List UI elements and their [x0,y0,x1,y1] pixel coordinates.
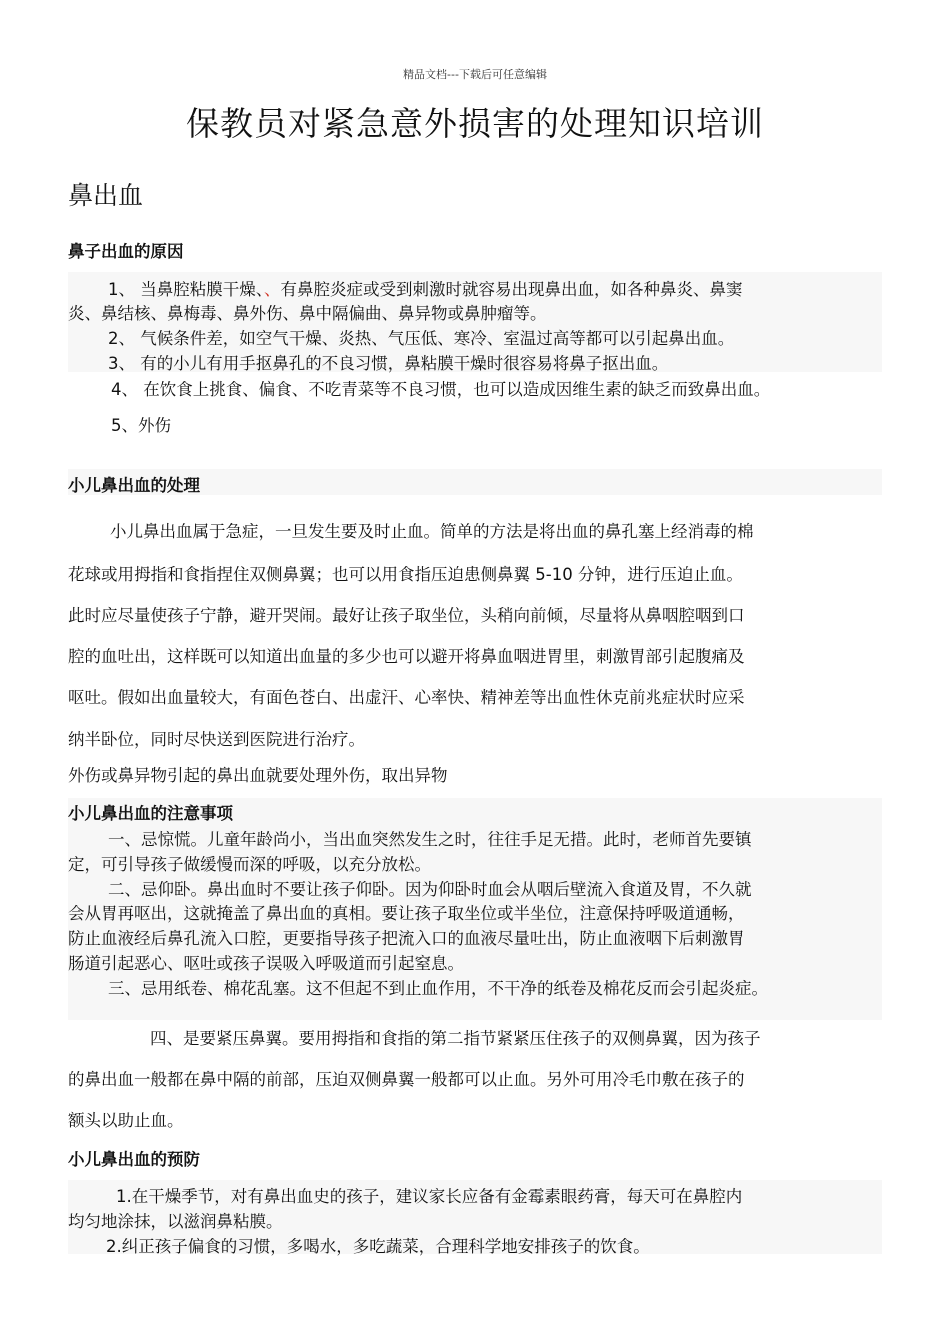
cautions-line-3: 二、忌仰卧。鼻出血时不要让孩子仰卧。因为仰卧时血会从咽后壁流入食道及胃，不久就 [108,880,752,899]
causes-item-5: 5、外伤 [111,416,171,435]
cautions-line-6: 肠道引起恶心、呕吐或孩子误吸入呼吸道而引起窒息。 [68,954,464,973]
treatment-line-7: 外伤或鼻异物引起的鼻出血就要处理外伤，取出异物 [68,766,448,785]
causes-item-1-mark: 、 [264,280,281,299]
section-title: 鼻出血 [68,181,144,210]
treatment-line-5: 呕吐。假如出血量较大，有面色苍白、出虚汗、心率快、精神差等出血性休克前兆症状时应采 [68,688,745,707]
prevention-line-1: 1.在干燥季节，对有鼻出血史的孩子，建议家长应备有金霉素眼药膏，每天可在鼻腔内 [116,1187,743,1206]
causes-item-1-lead: 1、 当鼻腔粘膜干燥、 [108,280,264,299]
treatment-line-2: 花球或用拇指和食指捏住双侧鼻翼；也可以用食指压迫患侧鼻翼 5-10 分钟，进行压迫止血。 [68,565,743,584]
treatment-line-1: 小儿鼻出血属于急症，一旦发生要及时止血。简单的方法是将出血的鼻孔塞上经消毒的棉 [110,522,754,541]
causes-item-1-rest: 有鼻腔炎症或受到刺激时就容易出现鼻出血，如各种鼻炎、鼻窦 [280,280,743,299]
causes-item-1-cont: 炎、鼻结核、鼻梅毒、鼻外伤、鼻中隔偏曲、鼻异物或鼻肿瘤等。 [68,304,547,323]
causes-item-3: 3、 有的小儿有用手抠鼻孔的不良习惯，鼻粘膜干燥时很容易将鼻子抠出血。 [108,354,669,373]
cautions-line-8: 四、是要紧压鼻翼。要用拇指和食指的第二指节紧紧压住孩子的双侧鼻翼，因为孩子 [150,1029,761,1048]
cautions-line-5: 防止血液经后鼻孔流入口腔，更要指导孩子把流入口的血液尽量吐出，防止血液咽下后刺激胃 [68,929,745,948]
page-title: 保教员对紧急意外损害的处理知识培训 [186,104,764,143]
cautions-heading: 小儿鼻出血的注意事项 [68,804,233,823]
causes-item-1 [108,276,743,300]
treatment-line-4: 腔的血吐出，这样既可以知道出血量的多少也可以避开将鼻血咽进胃里，刺激胃部引起腹痛及 [68,647,745,666]
causes-heading: 鼻子出血的原因 [68,242,184,261]
cautions-line-7: 三、忌用纸卷、棉花乱塞。这不但起不到止血作用，不干净的纸卷及棉花反而会引起炎症。 [108,979,768,998]
cautions-line-10: 额头以助止血。 [68,1111,184,1130]
cautions-line-2: 定，可引导孩子做缓慢而深的呼吸，以充分放松。 [68,855,431,874]
treatment-line-6: 纳半卧位，同时尽快送到医院进行治疗。 [68,730,365,749]
prevention-heading: 小儿鼻出血的预防 [68,1150,200,1169]
causes-item-4: 4、 在饮食上挑食、偏食、不吃青菜等不良习惯，也可以造成因维生素的缺乏而致鼻出血。 [111,380,771,399]
causes-item-2: 2、 气候条件差，如空气干燥、炎热、气压低、寒冷、室温过高等都可以引起鼻出血。 [108,329,735,348]
cautions-line-4: 会从胃再呕出，这就掩盖了鼻出血的真相。要让孩子取坐位或半坐位，注意保持呼吸道通畅， [68,904,745,923]
header-note: 精品文档---下载后可任意编辑 [403,68,547,81]
treatment-line-3: 此时应尽量使孩子宁静，避开哭闹。最好让孩子取坐位，头稍向前倾，尽量将从鼻咽腔咽到口 [68,606,745,625]
cautions-line-1: 一、忌惊慌。儿童年龄尚小，当出血突然发生之时，往往手足无措。此时，老师首先要镇 [108,830,752,849]
prevention-line-2: 均匀地涂抹，以滋润鼻粘膜。 [68,1212,283,1231]
cautions-line-9: 的鼻出血一般都在鼻中隔的前部，压迫双侧鼻翼一般都可以止血。另外可用冷毛巾敷在孩子的 [68,1070,745,1089]
prevention-line-3: 2.纠正孩子偏食的习惯，多喝水，多吃蔬菜，合理科学地安排孩子的饮食。 [106,1237,650,1256]
treatment-heading: 小儿鼻出血的处理 [68,476,200,495]
